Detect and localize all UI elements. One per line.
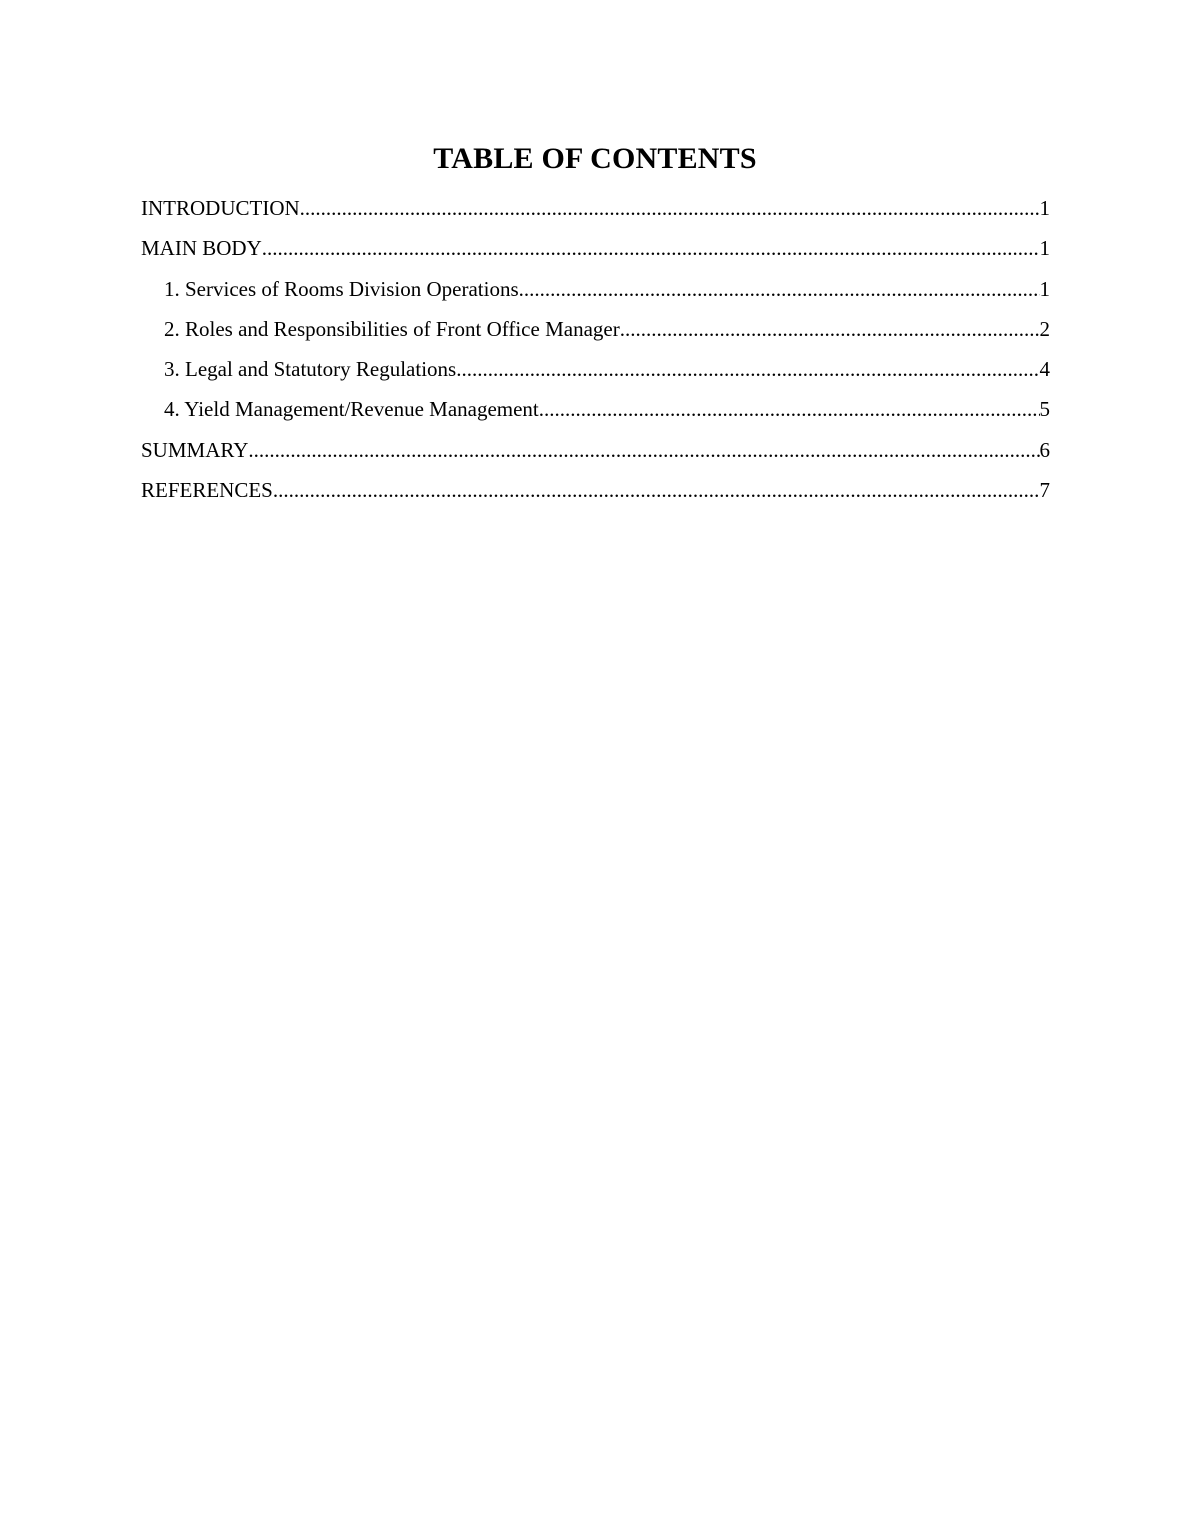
toc-page-number: 5 bbox=[1039, 397, 1050, 422]
toc-page-number: 7 bbox=[1039, 478, 1050, 503]
toc-entry-introduction[interactable] bbox=[141, 188, 1050, 228]
toc-page-number: 1 bbox=[1039, 196, 1050, 220]
toc-dot-leader bbox=[620, 309, 1040, 349]
toc-dot-leader bbox=[248, 430, 1039, 470]
toc-entry-yield-management[interactable] bbox=[141, 389, 1050, 429]
toc-entry-label: 2. Roles and Responsibilities of Front Office Manager bbox=[164, 316, 620, 341]
toc-entry-label: REFERENCES bbox=[141, 478, 273, 503]
toc-entry-label: MAIN BODY bbox=[141, 236, 262, 261]
toc-dot-leader bbox=[519, 269, 1040, 309]
toc-entry-legal-statutory-regulations[interactable] bbox=[141, 349, 1050, 389]
toc-dot-leader bbox=[300, 188, 1040, 228]
toc-entry-label: 1. Services of Rooms Division Operations bbox=[164, 276, 519, 301]
toc-dot-leader bbox=[273, 470, 1040, 510]
toc-list bbox=[141, 188, 1050, 510]
toc-entry-references[interactable] bbox=[141, 470, 1050, 510]
toc-page-number: 1 bbox=[1039, 236, 1050, 261]
toc-entry-label: INTRODUCTION bbox=[141, 196, 300, 220]
toc-entry-label: SUMMARY bbox=[141, 437, 249, 462]
toc-entry-label: 3. Legal and Statutory Regulations bbox=[164, 357, 457, 382]
toc-entry-main-body[interactable] bbox=[141, 228, 1050, 268]
toc-entry-roles-front-office-manager[interactable] bbox=[141, 309, 1050, 349]
toc-dot-leader bbox=[262, 228, 1040, 268]
toc-page-number: 1 bbox=[1039, 276, 1050, 301]
toc-dot-leader bbox=[456, 349, 1039, 389]
toc-dot-leader bbox=[539, 389, 1040, 429]
toc-entry-summary[interactable] bbox=[141, 430, 1050, 470]
toc-page-number: 6 bbox=[1039, 437, 1050, 462]
toc-page-number: 2 bbox=[1039, 316, 1050, 341]
toc-entry-services-rooms-division[interactable] bbox=[141, 269, 1050, 309]
toc-page-number: 4 bbox=[1039, 357, 1050, 382]
toc-title: TABLE OF CONTENTS bbox=[433, 142, 757, 175]
toc-entry-label: 4. Yield Management/Revenue Management bbox=[164, 397, 539, 422]
